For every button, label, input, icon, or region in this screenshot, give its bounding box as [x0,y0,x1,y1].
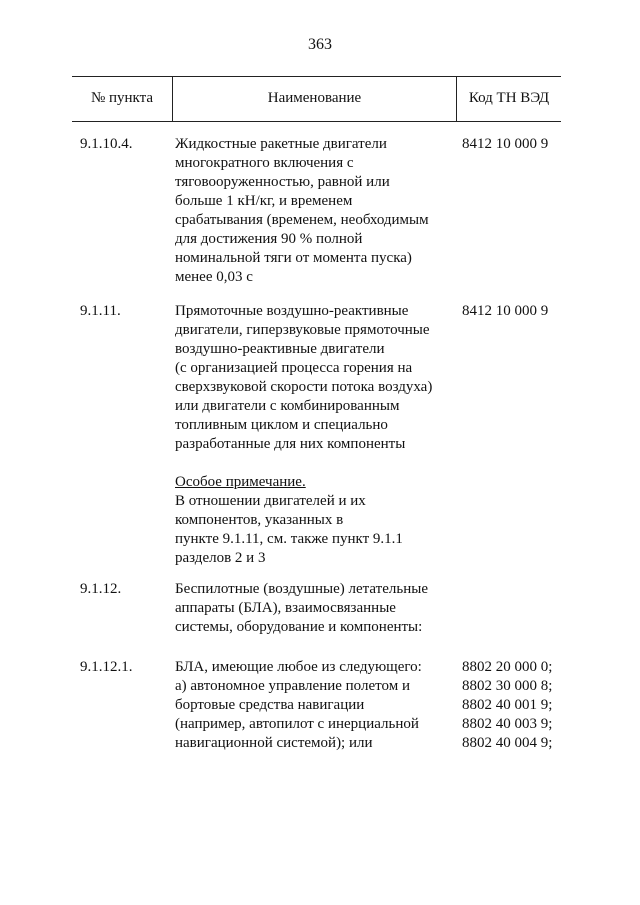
item-name-line: воздушно-реактивные двигатели [175,341,385,357]
item-code [462,658,572,753]
note-line: пункте 9.1.11, см. также пункт 9.1.1 [175,531,403,547]
item-name-line: бортовые средства навигации [175,697,365,713]
item-number: 9.1.11. [80,303,121,319]
item-name [175,658,460,753]
tnved-code: 8802 20 000 0; [462,659,553,675]
item-code [462,302,572,321]
item-name-line: сверхзвуковой скорости потока воздуха) [175,379,433,395]
item-name-line: срабатывания (временем, необходимым [175,212,429,228]
item-name-line: а) автономное управление полетом и [175,678,410,694]
header-name-column: Наименование [267,90,362,106]
item-name-line: больше 1 кН/кг, и временем [175,193,353,209]
item-name-line: БЛА, имеющие любое из следующего: [175,659,422,675]
note-title-text: Особое примечание. [175,474,306,490]
item-name-line: (например, автопилот с инерциальной [175,716,419,732]
item-name-line: номинальной тяги от момента пуска) [175,250,412,266]
item-number: 9.1.12. [80,581,122,597]
item-name-line: Беспилотные (воздушные) летательные [175,581,428,597]
item-name [175,135,460,287]
header-code-column: Код ТН ВЭД [468,90,550,106]
header-number-column: № пункта [90,90,154,106]
note-title [175,473,460,492]
item-name [175,302,460,568]
item-code [462,135,572,154]
item-name-line: Прямоточные воздушно-реактивные [175,303,409,319]
item-name-line: аппараты (БЛА), взаимосвязанные [175,600,396,616]
item-name-line: или двигатели с комбинированным [175,398,400,414]
item-number: 9.1.12.1. [80,659,133,675]
note-line: компонентов, указанных в [175,512,344,528]
item-name-line: для достижения 90 % полной [175,231,363,247]
table-header [72,76,561,122]
tnved-code: 8412 10 000 9 [462,303,549,319]
item-name-line: двигатели, гиперзвуковые прямоточные [175,322,430,338]
tnved-code: 8802 40 003 9; [462,716,553,732]
item-name-line: тяговооруженностью, равной или [175,174,390,190]
item-name-line: Жидкостные ракетные двигатели [175,136,387,152]
tnved-code: 8802 40 004 9; [462,735,553,751]
item-name-line: менее 0,03 с [175,269,253,285]
item-name-line: топливным циклом и специально [175,417,388,433]
item-name-line: многократного включения с [175,155,354,171]
item-name-line: навигационной системой); или [175,735,373,751]
item-name-line: системы, оборудование и компоненты: [175,619,423,635]
note-line: разделов 2 и 3 [175,550,266,566]
tnved-code: 8802 30 000 8; [462,678,553,694]
item-name [175,580,460,637]
item-name-line: разработанные для них компоненты [175,436,406,452]
item-name-line: (с организацией процесса горения на [175,360,413,376]
page-number: 363 [308,36,332,53]
note-line: В отношении двигателей и их [175,493,366,509]
tnved-code: 8412 10 000 9 [462,136,549,152]
item-number: 9.1.10.4. [80,136,133,152]
tnved-code: 8802 40 001 9; [462,697,553,713]
